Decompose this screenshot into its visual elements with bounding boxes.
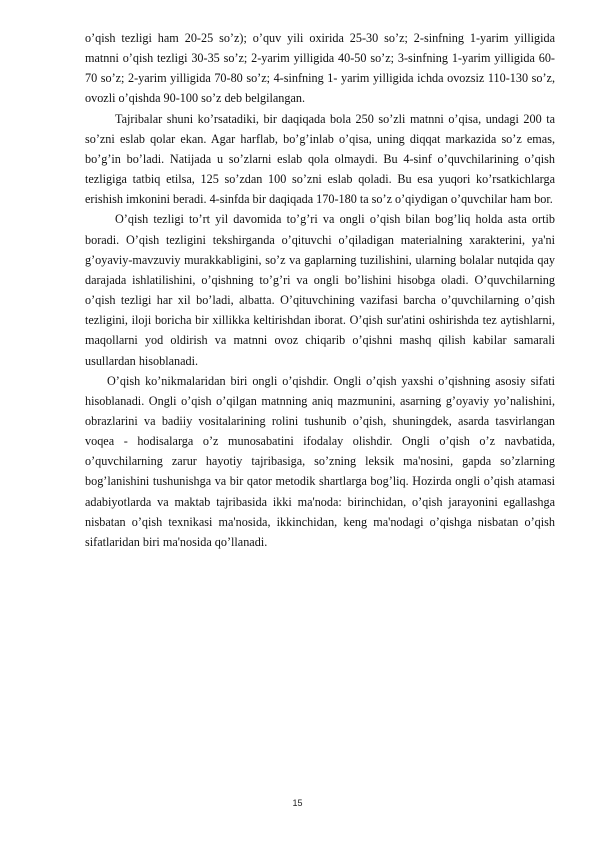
paragraph-reading-speed-growth: O’qish tezligi to’rt yil davomida to’g’ri va ongli o’qish bilan bog’liq holda asta ortib boradi. O’qish tezligini tekshirganda o’qituvchi o’qiladigan materialning xarakterini, ya'ni g’oyaviy-mavzuviy murakkabligini, so’z va gaplarning tuzilishini, ularning bolalar nutqida qay darajada ishlatilishini, o’qishning to’g’ri va ongli bo’lishini hisobga oladi. O’quvchilarning o’qish tezligi har xil bo’ladi, albatta. O’qituvchining vazifasi barcha o’quvchilarning o’qish tezligini, iloji boricha bir xillikka keltirishdan iborat. O’qish sur'atini oshirishda tez aytishlarni, maqollarni yod oldirish va matnni ovoz chiqarib o’qishni mashq qilish kabilar samarali usullardan hisoblanadi. xyxy=(85,212,555,368)
paragraph-reading-speed-norms: o’qish tezligi ham 20-25 so’z); o’quv yili oxirida 25-30 so’z; 2-sinfning 1-yarim yilligida matnni o’qish tezligi 30-35 so’z; 2-yarim yilligida 40-50 so’z; 3-sinfning 1-yarim yilligida 60-70 so’z; 2-yarim yilligida 70-80 so’z; 4-sinfning 1- yarim yilligida ichda ovozsiz 110-130 so’z, ovozli o’qishda 90-100 so’z deb belgilangan. xyxy=(85,31,555,106)
document-body xyxy=(85,28,555,552)
page-number: 15 xyxy=(292,798,303,808)
paragraph-experiments: Tajribalar shuni ko’rsatadiki, bir daqiqada bola 250 so’zli matnni o’qisa, undagi 200 ta so’zni eslab qolar ekan. Agar harflab, bo’g’inlab o’qisa, uning diqqat markazida so’z emas, bo’g’in bo’ladi. Natijada u so’zlarni eslab qola olmaydi. Bu 4-sinf o’quvchilarining o’qish tezligiga tatbiq etilsa, 125 so’zdan 100 so’zni eslab qoladi. Bu esa yuqori ko’rsatkichlarga erishish imkonini beradi. 4-sinfda bir daqiqada 170-180 ta so’z o’qiydigan o’quvchilar ham bor. xyxy=(85,111,555,207)
paragraph-conscious-reading: O’qish ko’nikmalaridan biri ongli o’qishdir. Ongli o’qish yaxshi o’qishning asosiy sifati hisoblanadi. Ongli o’qish o’qilgan matnning aniq mazmunini, asarning g’oyaviy yo’nalishini, obrazlarini va badiiy vositalarining rolini tushunib o’qish, shuningdek, asarda tasvirlangan voqea - hodisalarga o’z munosabatini ifodalay olishdir. Ongli o’qish o’z navbatida, o’quvchilarning zarur hayotiy tajribasiga, so’zning leksik ma'nosini, gapda so’zlarning bog’lanishini tushunishga va bir qator metodik shartlarga bog’liq. Hozirda ongli o’qish atamasi adabiyotlarda va maktab tajribasida ikki ma'noda: birinchidan, o’qish jarayonini egallashga nisbatan o’qish texnikasi ma'nosida, ikkinchidan, keng ma'nodagi o’qishga nisbatan o’qish sifatlaridan biri ma'nosida qo’llanadi. xyxy=(85,373,555,549)
